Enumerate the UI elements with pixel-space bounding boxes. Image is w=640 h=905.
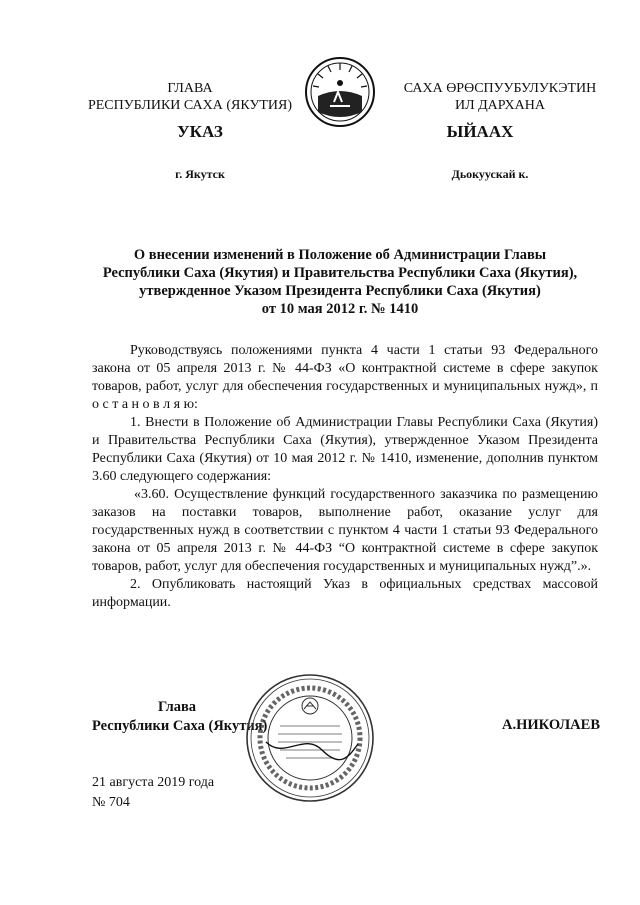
document-number: № 704 <box>92 795 130 810</box>
document-body <box>92 342 598 612</box>
header-left-line2: РЕСПУБЛИКИ САХА (ЯКУТИЯ) <box>87 98 293 113</box>
signatory-title-line2: Республики Саха (Якутия) <box>92 718 268 734</box>
doc-type-sakha: ЫЙААХ <box>446 122 514 141</box>
header-right-line2: ИЛ ДАРХАНА <box>454 98 545 113</box>
city-sakha: Дьокуускай к. <box>451 167 529 181</box>
title-line: Республики Саха (Якутия) и Правительства Республики Саха (Якутия), <box>102 265 578 281</box>
header-left-line1: ГЛАВА <box>167 81 213 96</box>
coat-of-arms-emblem-icon <box>304 56 376 128</box>
title-line: О внесении изменений в Положение об Администрации Главы <box>133 247 547 263</box>
body-paragraph-quote: «3.60. Осуществление функций государственного заказчика по размещению заказов на поставки товаров, выполнение работ, оказание услуг для государственных нужд в соответствии с пунктом 4 части 1 статьи 93 Федерального закона от 05 апреля 2013 г. № 44-ФЗ “О контрактной системе в сфере закупок товаров, работ, услуг для обеспечения государственных и муниципальных нужд”.». <box>92 487 598 574</box>
doc-type-ru: УКАЗ <box>177 122 223 141</box>
header-left-block <box>80 80 300 114</box>
body-paragraph: 2. Опубликовать настоящий Указ в официальных средствах массовой информации. <box>92 577 598 610</box>
title-line: от 10 мая 2012 г. № 1410 <box>261 301 419 317</box>
signatory-title-line1: Глава <box>158 699 197 715</box>
header-right-line1: САХА ӨРӨСПУУБУЛУКЭТИН <box>403 81 597 96</box>
document-title <box>80 246 600 318</box>
signatory-name: А.НИКОЛАЕВ <box>502 717 600 733</box>
body-paragraph: 1. Внести в Положение об Администрации Главы Республики Саха (Якутия) и Правительства Республики Саха (Якутия), утвержденное Указом Президента Республики Саха (Якутия) от 10 мая 2012 г. № 1410, изменение, дополнив пунктом 3.60 следующего содержания: <box>92 415 598 484</box>
title-line: утвержденное Указом Президента Республики Саха (Якутия) <box>139 283 541 299</box>
document-date-block <box>92 773 214 813</box>
official-seal-stamp-icon <box>244 672 376 804</box>
city-ru: г. Якутск <box>175 167 225 181</box>
document-date: 21 августа 2019 года <box>92 775 215 790</box>
body-paragraph: Руководствуясь положениями пункта 4 части 1 статьи 93 Федерального закона от 05 апреля 2013 г. № 44-ФЗ «О контрактной системе в сфере закупок товаров, работ, услуг для обеспечения государственных и муниципальных нужд», п о с т а н о в л я ю: <box>92 343 598 412</box>
header-right-block <box>380 80 620 114</box>
